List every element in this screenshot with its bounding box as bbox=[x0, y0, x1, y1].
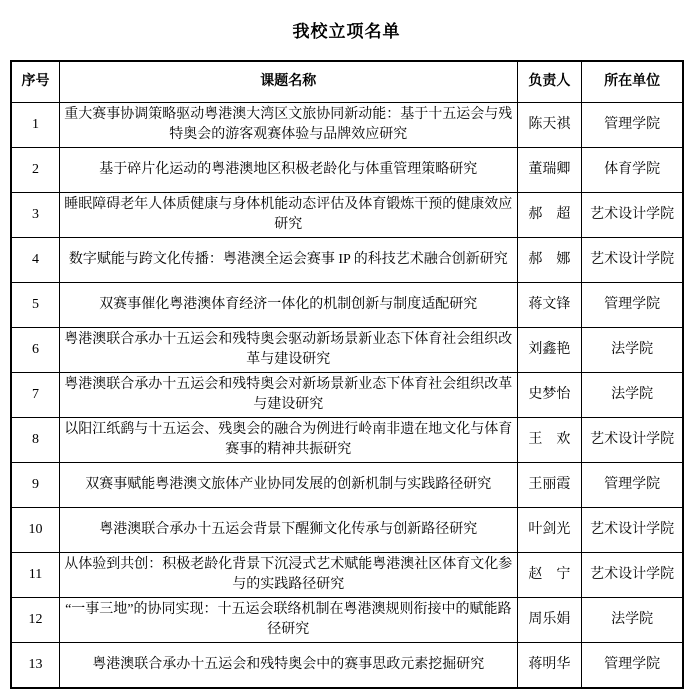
cell-topic: 双赛事赋能粤港澳文旅体产业协同发展的创新机制与实践路径研究 bbox=[60, 463, 517, 508]
cell-leader: 刘鑫艳 bbox=[517, 328, 582, 373]
table-row bbox=[11, 193, 683, 238]
cell-no: 4 bbox=[11, 238, 60, 283]
column-header-topic: 课题名称 bbox=[60, 61, 517, 103]
cell-no: 11 bbox=[11, 553, 60, 598]
cell-no: 10 bbox=[11, 508, 60, 553]
cell-topic: 从体验到共创：积极老龄化背景下沉浸式艺术赋能粤港澳社区体育文化参与的实践路径研究 bbox=[60, 553, 517, 598]
cell-unit: 体育学院 bbox=[582, 148, 683, 193]
cell-leader: 王 欢 bbox=[517, 418, 582, 463]
column-header-leader: 负责人 bbox=[517, 61, 582, 103]
cell-topic: 双赛事催化粤港澳体育经济一体化的机制创新与制度适配研究 bbox=[60, 283, 517, 328]
table-row bbox=[11, 598, 683, 643]
cell-unit: 艺术设计学院 bbox=[582, 508, 683, 553]
cell-unit: 管理学院 bbox=[582, 103, 683, 148]
table-row bbox=[11, 418, 683, 463]
cell-no: 6 bbox=[11, 328, 60, 373]
table-row bbox=[11, 238, 683, 283]
table-row bbox=[11, 553, 683, 598]
cell-topic: 以阳江纸鹞与十五运会、残奥会的融合为例进行岭南非遗在地文化与体育赛事的精神共振研究 bbox=[60, 418, 517, 463]
cell-leader: 陈天祺 bbox=[517, 103, 582, 148]
cell-unit: 法学院 bbox=[582, 373, 683, 418]
project-list-table bbox=[10, 60, 684, 689]
cell-topic: 重大赛事协调策略驱动粤港澳大湾区文旅协同新动能：基于十五运会与残特奥会的游客观赛体验与品牌效应研究 bbox=[60, 103, 517, 148]
table-row bbox=[11, 283, 683, 328]
table-row bbox=[11, 328, 683, 373]
cell-leader: 周乐娟 bbox=[517, 598, 582, 643]
cell-leader: 史梦怡 bbox=[517, 373, 582, 418]
cell-topic: 粤港澳联合承办十五运会和残特奥会驱动新场景新业态下体育社会组织改革与建设研究 bbox=[60, 328, 517, 373]
cell-no: 12 bbox=[11, 598, 60, 643]
cell-topic: 粤港澳联合承办十五运会背景下醒狮文化传承与创新路径研究 bbox=[60, 508, 517, 553]
cell-no: 7 bbox=[11, 373, 60, 418]
cell-no: 3 bbox=[11, 193, 60, 238]
cell-topic: 数字赋能与跨文化传播：粤港澳全运会赛事 IP 的科技艺术融合创新研究 bbox=[60, 238, 517, 283]
cell-topic: 睡眠障碍老年人体质健康与身体机能动态评估及体育锻炼干预的健康效应研究 bbox=[60, 193, 517, 238]
table-row bbox=[11, 643, 683, 689]
table-row bbox=[11, 148, 683, 193]
cell-leader: 赵 宁 bbox=[517, 553, 582, 598]
cell-unit: 艺术设计学院 bbox=[582, 553, 683, 598]
cell-leader: 蒋明华 bbox=[517, 643, 582, 689]
cell-topic: “一事三地”的协同实现：十五运会联络机制在粤港澳规则衔接中的赋能路径研究 bbox=[60, 598, 517, 643]
cell-unit: 管理学院 bbox=[582, 283, 683, 328]
table-row bbox=[11, 463, 683, 508]
cell-leader: 叶剑光 bbox=[517, 508, 582, 553]
cell-unit: 艺术设计学院 bbox=[582, 418, 683, 463]
cell-topic: 粤港澳联合承办十五运会和残特奥会对新场景新业态下体育社会组织改革与建设研究 bbox=[60, 373, 517, 418]
cell-topic: 粤港澳联合承办十五运会和残特奥会中的赛事思政元素挖掘研究 bbox=[60, 643, 517, 689]
cell-leader: 蒋文锋 bbox=[517, 283, 582, 328]
cell-leader: 郝 超 bbox=[517, 193, 582, 238]
cell-leader: 郝 娜 bbox=[517, 238, 582, 283]
table-row bbox=[11, 103, 683, 148]
cell-leader: 王丽霞 bbox=[517, 463, 582, 508]
table-row bbox=[11, 508, 683, 553]
column-header-unit: 所在单位 bbox=[582, 61, 683, 103]
cell-no: 13 bbox=[11, 643, 60, 689]
table-row bbox=[11, 373, 683, 418]
cell-no: 1 bbox=[11, 103, 60, 148]
cell-no: 5 bbox=[11, 283, 60, 328]
cell-unit: 法学院 bbox=[582, 598, 683, 643]
cell-topic: 基于碎片化运动的粤港澳地区积极老龄化与体重管理策略研究 bbox=[60, 148, 517, 193]
page-title: 我校立项名单 bbox=[292, 22, 401, 41]
cell-no: 2 bbox=[11, 148, 60, 193]
cell-unit: 法学院 bbox=[582, 328, 683, 373]
cell-unit: 管理学院 bbox=[582, 463, 683, 508]
cell-unit: 艺术设计学院 bbox=[582, 193, 683, 238]
cell-unit: 管理学院 bbox=[582, 643, 683, 689]
cell-unit: 艺术设计学院 bbox=[582, 238, 683, 283]
table-header-row bbox=[11, 61, 683, 103]
cell-no: 9 bbox=[11, 463, 60, 508]
cell-leader: 董瑞卿 bbox=[517, 148, 582, 193]
cell-no: 8 bbox=[11, 418, 60, 463]
column-header-no: 序号 bbox=[11, 61, 60, 103]
